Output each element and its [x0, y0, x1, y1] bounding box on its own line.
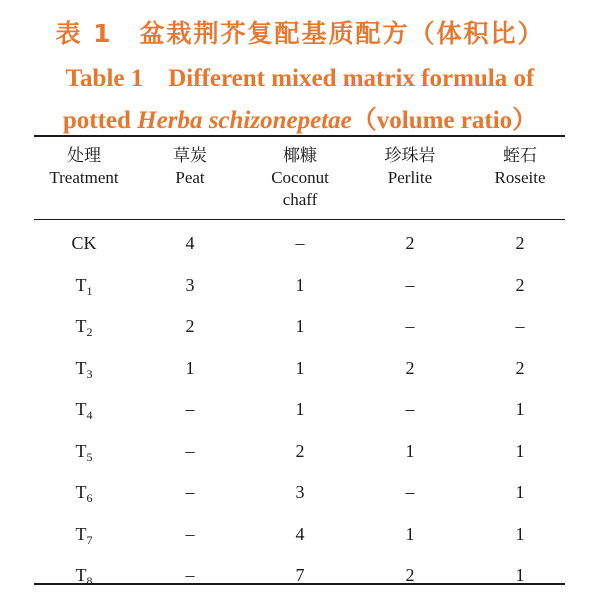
header-perlite-zh: 珍珠岩: [384, 146, 436, 166]
treatment-cell: [34, 477, 134, 507]
treatment-name: T: [75, 399, 87, 419]
perlite-cell: 1: [405, 523, 415, 544]
peat-cell: 1: [185, 357, 195, 378]
table-row: [0, 353, 600, 383]
header-treatment-en: Treatment: [49, 168, 119, 187]
header-roseite: [470, 145, 570, 189]
treatment-subscript: 7: [86, 532, 93, 547]
header-roseite-zh: 蛭石: [503, 146, 537, 166]
coconut-chaff-cell: 3: [295, 482, 305, 502]
coconut-chaff-cell: 4: [295, 523, 305, 544]
treatment-name: CK: [71, 233, 97, 253]
perlite-cell: –: [405, 482, 415, 502]
header-coconut-chaff-en2: chaff: [282, 190, 318, 209]
roseite-cell: 2: [515, 357, 525, 378]
header-perlite-en: Perlite: [387, 168, 433, 187]
table-row: [0, 477, 600, 507]
table-top-rule: [34, 135, 565, 137]
coconut-chaff-cell: 1: [295, 357, 305, 378]
table-row: [0, 228, 600, 258]
table-row: [0, 311, 600, 341]
caption-prefix: potted: [62, 107, 138, 134]
table-row: [0, 394, 600, 424]
treatment-cell: [34, 436, 134, 466]
table-bottom-rule: [34, 583, 565, 585]
perlite-cell: –: [405, 316, 415, 336]
perlite-cell: 2: [405, 233, 415, 253]
coconut-chaff-cell: 1: [295, 399, 305, 419]
treatment-subscript: 2: [86, 325, 93, 339]
treatment-subscript: 1: [86, 283, 93, 298]
coconut-chaff-cell: 1: [295, 274, 305, 295]
treatment-name: T: [75, 357, 87, 378]
peat-cell: 2: [185, 316, 195, 336]
treatment-cell: [34, 560, 134, 590]
peat-cell: 3: [185, 274, 195, 295]
table-row: [0, 270, 600, 300]
table-header-rule: [34, 219, 565, 220]
header-treatment-zh: 处理: [67, 146, 101, 166]
treatment-name: T: [75, 482, 87, 502]
treatment-subscript: 6: [86, 491, 93, 505]
table-row: [0, 519, 600, 549]
peat-cell: –: [185, 523, 195, 544]
treatment-cell: [34, 228, 134, 258]
treatment-subscript: 3: [86, 366, 93, 381]
treatment-subscript: 5: [86, 449, 93, 464]
table-row: [0, 560, 600, 590]
header-coconut-chaff: [250, 145, 350, 211]
coconut-chaff-cell: 2: [295, 440, 305, 461]
caption-species: Herba schizonepetae: [137, 107, 352, 134]
treatment-cell: [34, 394, 134, 424]
roseite-cell: 2: [515, 274, 525, 295]
perlite-cell: 2: [405, 565, 415, 585]
header-roseite-en: Roseite: [494, 168, 546, 187]
treatment-cell: [34, 270, 134, 300]
treatment-cell: [34, 311, 134, 341]
header-treatment: [34, 145, 134, 189]
roseite-cell: 1: [515, 523, 525, 544]
roseite-cell: 1: [515, 399, 525, 419]
peat-cell: –: [185, 440, 195, 461]
roseite-cell: 1: [515, 482, 525, 502]
table-row: [0, 436, 600, 466]
treatment-subscript: 4: [86, 408, 93, 422]
roseite-cell: 2: [515, 233, 525, 253]
treatment-name: T: [75, 523, 87, 544]
roseite-cell: –: [515, 316, 525, 336]
header-peat-zh: 草炭: [173, 146, 207, 166]
treatment-name: T: [75, 565, 87, 585]
perlite-cell: –: [405, 399, 415, 419]
peat-cell: –: [185, 482, 195, 502]
header-perlite: [360, 145, 460, 189]
header-peat-en: Peat: [175, 168, 205, 187]
roseite-cell: 1: [515, 565, 525, 585]
table-caption-zh: 表 1 盆栽荆芥复配基质配方（体积比）: [55, 19, 545, 48]
coconut-chaff-cell: 1: [295, 316, 305, 336]
peat-cell: 4: [185, 233, 195, 253]
table-caption-en-line1: Table 1 Different mixed matrix formula of: [65, 65, 535, 92]
header-coconut-chaff-zh: 椰糠: [283, 146, 317, 166]
treatment-name: T: [75, 440, 87, 461]
table-caption-en-line2: [0, 100, 600, 136]
peat-cell: –: [185, 565, 195, 585]
treatment-name: T: [75, 274, 87, 295]
peat-cell: –: [185, 399, 195, 419]
perlite-cell: 1: [405, 440, 415, 461]
roseite-cell: 1: [515, 440, 525, 461]
treatment-name: T: [75, 316, 87, 336]
coconut-chaff-cell: –: [295, 233, 305, 253]
header-peat: [140, 145, 240, 189]
header-coconut-chaff-en: Coconut: [271, 168, 329, 187]
coconut-chaff-cell: 7: [295, 565, 305, 585]
treatment-subscript: 8: [86, 574, 93, 588]
perlite-cell: 2: [405, 357, 415, 378]
treatment-cell: [34, 353, 134, 383]
perlite-cell: –: [405, 274, 415, 295]
treatment-cell: [34, 519, 134, 549]
caption-suffix: （volume ratio）: [351, 107, 538, 134]
